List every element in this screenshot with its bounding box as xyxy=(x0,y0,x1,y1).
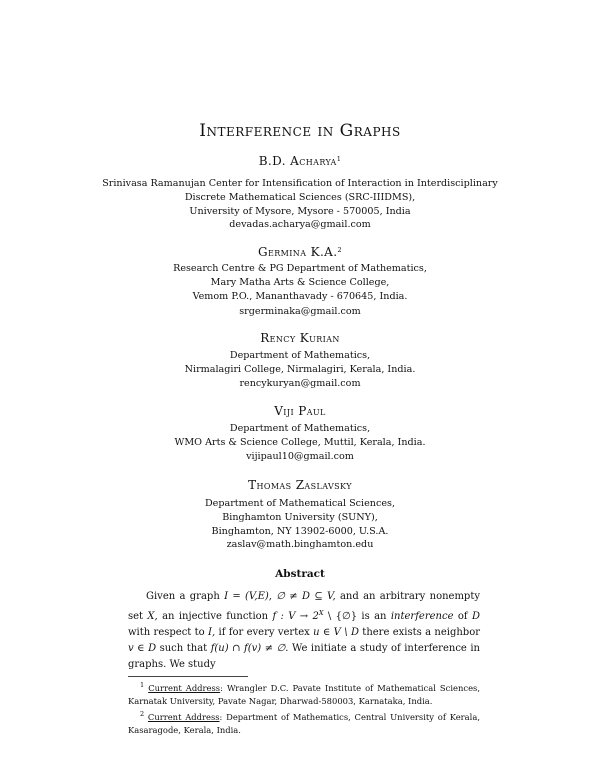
footnote-rule xyxy=(128,676,248,677)
abstract-body: Given a graph I = (V,E), ∅ ≠ D ⊆ V, and an arbitrary nonempty set X, an injective function f : $V \to 2^X$ \ {∅} is an interference of D with respect to I, if for every vertex u ∈ V \ D there exists a neighbor v ∈ D such that f(u) ∩ f(v) ≠ ∅. We initiate a study of interference in graphs. We study xyxy=(128,591,481,670)
author-affiliation: Research Centre & PG Department of Mathematics, Mary Matha Arts & Science College, Vemom P.O., Mananthavady - 670645, India. xyxy=(173,263,427,302)
footnote-mark: 2 xyxy=(337,246,342,254)
footnote: $^1$ Current Address: Wrangler D.C. Pavate Institute of Mathematical Sciences, Karnatak University, Pavate Nagar, Dharwad-580003, Karnataka, India. xyxy=(128,681,480,706)
author-name: Germina K.A.$^2$ xyxy=(258,245,342,259)
author-name: B.D. Acharya$^1$ xyxy=(258,154,342,168)
author-name: Thomas Zaslavsky xyxy=(248,478,352,492)
author-email[interactable]: devadas.acharya@gmail.com xyxy=(229,219,371,230)
abstract-heading: Abstract xyxy=(275,568,325,580)
term-interference: interference xyxy=(390,611,454,622)
author-name: Rency Kurian xyxy=(260,331,340,345)
paper-title: Interference in Graphs xyxy=(199,121,401,141)
author-name: Viji Paul xyxy=(274,404,326,418)
footnote: $^2$ Current Address: Department of Mathematics, Central University of Kerala, Kasaragode, Kerala, India. xyxy=(128,710,481,735)
author-affiliation: Department of Mathematical Sciences, Binghamton University (SUNY), Binghamton, NY 13902-6000, U.S.A. xyxy=(204,498,395,537)
author-email[interactable]: vijipaul10@gmail.com xyxy=(246,451,354,462)
footnotes xyxy=(128,679,480,737)
footnote-mark: 1 xyxy=(336,155,342,163)
author-affiliation: Srinivasa Ramanujan Center for Intensification of Interaction in Interdisciplinary Discrete Mathematical Sciences (SRC-IIIDMS), University of Mysore, Mysore - 570005, India xyxy=(102,178,498,217)
author-email[interactable]: srgerminaka@gmail.com xyxy=(239,306,361,317)
author-email[interactable]: rencykuryan@gmail.com xyxy=(239,378,361,389)
author-email[interactable]: zaslav@math.binghamton.edu xyxy=(226,539,374,550)
author-affiliation: Department of Mathematics, Nirmalagiri College, Nirmalagiri, Kerala, India. xyxy=(184,350,416,375)
author-affiliation: Department of Mathematics, WMO Arts & Science College, Muttil, Kerala, India. xyxy=(174,423,426,448)
